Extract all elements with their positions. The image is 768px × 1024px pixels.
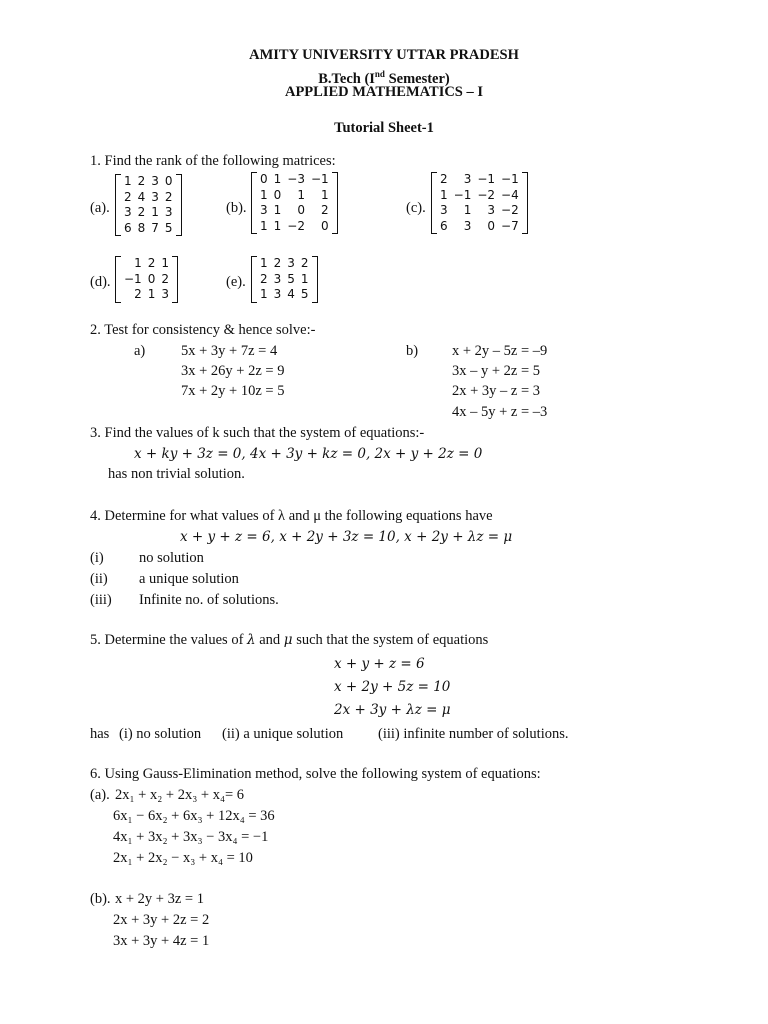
q1-label-c: (c). (406, 200, 426, 216)
matrix-b-body: 0 1 −3 −1 1 0 1 1 3 1 0 2 1 1 −2 0 (260, 172, 329, 233)
q1-label-a: (a). (90, 200, 110, 216)
course-line: B.Tech (Ind Semester) (318, 69, 450, 87)
matrix-d-body: 1 2 1 −1 0 2 2 1 3 (124, 256, 169, 301)
q2-b-label: b) (406, 343, 419, 359)
q4-option-text: a unique solution (139, 571, 239, 587)
q6-a-eq: 2x₁ + 2x₂ − x₃ + x₄ = 10 (113, 850, 253, 866)
subject-title: APPLIED MATHEMATICS – I (284, 84, 484, 100)
q6-b-eq: x + 2y + 3z = 1 (115, 891, 204, 907)
q1-text: 1. Find the rank of the following matrices: (90, 153, 336, 169)
q2-a-eq: 3x + 26y + 2z = 9 (181, 363, 285, 379)
matrix-e (251, 256, 318, 303)
q3-equation: x + ky + 3z = 0, 4x + 3y + kz = 0, 2x + y + 2z = 0 (134, 446, 483, 462)
q5-option-2: (ii) a unique solution (222, 726, 344, 742)
q5-option-3: (iii) infinite number of solutions. (378, 726, 569, 742)
q4-option-num: (iii) (90, 592, 112, 608)
q6-b-eq: 2x + 3y + 2z = 2 (113, 912, 210, 928)
matrix-e-body: 1 2 3 2 2 3 5 1 1 3 4 5 (260, 256, 309, 301)
university-title: AMITY UNIVERSITY UTTAR PRADESH (249, 47, 519, 63)
q4-option-text: no solution (139, 550, 204, 566)
q5-eq: x + 2y + 5z = 10 (334, 679, 451, 695)
q3-tail: has non trivial solution. (108, 466, 245, 482)
q6-a-eq: 6x₁ − 6x₂ + 6x₃ + 12x₄ = 36 (113, 808, 275, 824)
q5-eq: 2x + 3y + λz = μ (334, 702, 451, 718)
q2-a-eq: 5x + 3y + 7z = 4 (181, 343, 278, 359)
q2-a-eq: 7x + 2y + 10z = 5 (181, 383, 285, 399)
q6-b-eq: 3x + 3y + 4z = 1 (113, 933, 210, 949)
matrix-b (251, 172, 338, 234)
q2-b-eq: 2x + 3y – z = 3 (452, 383, 541, 399)
matrix-c (431, 172, 528, 234)
q5-has: has (90, 726, 110, 742)
q6-text: 6. Using Gauss-Elimination method, solve the following system of equations: (90, 766, 541, 782)
q2-b-eq: 3x – y + 2z = 5 (452, 363, 541, 379)
q6-a-eq: 4x₁ + 3x₂ + 3x₃ − 3x₄ = −1 (113, 829, 269, 845)
q5-option-1: (i) no solution (119, 726, 202, 742)
q1-label-b: (b). (226, 200, 247, 216)
matrix-a (115, 174, 182, 236)
q2-b-eq: 4x – 5y + z = –3 (452, 404, 548, 420)
q3-text: 3. Find the values of k such that the system of equations:- (90, 425, 425, 441)
q6-a-eq: 2x₁ + x₂ + 2x₃ + x₄= 6 (115, 787, 245, 803)
q2-text: 2. Test for consistency & hence solve:- (90, 322, 316, 338)
q2-a-label: a) (134, 343, 146, 359)
q4-option-num: (ii) (90, 571, 108, 587)
matrix-d (115, 256, 178, 303)
q4-equation: x + y + z = 6, x + 2y + 3z = 10, x + 2y + λz = μ (180, 529, 513, 545)
q5-text: 5. Determine the values of λ and μ such that the system of equations (90, 632, 489, 648)
matrix-a-body: 1 2 3 0 2 4 3 2 3 2 1 3 6 8 7 5 (124, 174, 173, 235)
q1-label-e: (e). (226, 274, 246, 290)
q4-option-text: Infinite no. of solutions. (139, 592, 279, 608)
q6-b-label: (b). (90, 891, 111, 907)
matrix-c-body: 2 3 −1 −1 1 −1 −2 −4 3 1 3 −2 6 3 0 −7 (440, 172, 519, 233)
q5-eq: x + y + z = 6 (334, 656, 425, 672)
q1-label-d: (d). (90, 274, 111, 290)
q4-option-num: (i) (90, 550, 104, 566)
sheet-title: Tutorial Sheet-1 (334, 120, 434, 136)
q2-b-eq: x + 2y – 5z = –9 (452, 343, 548, 359)
q4-text: 4. Determine for what values of λ and μ the following equations have (90, 508, 493, 524)
q6-a-label: (a). (90, 787, 110, 803)
